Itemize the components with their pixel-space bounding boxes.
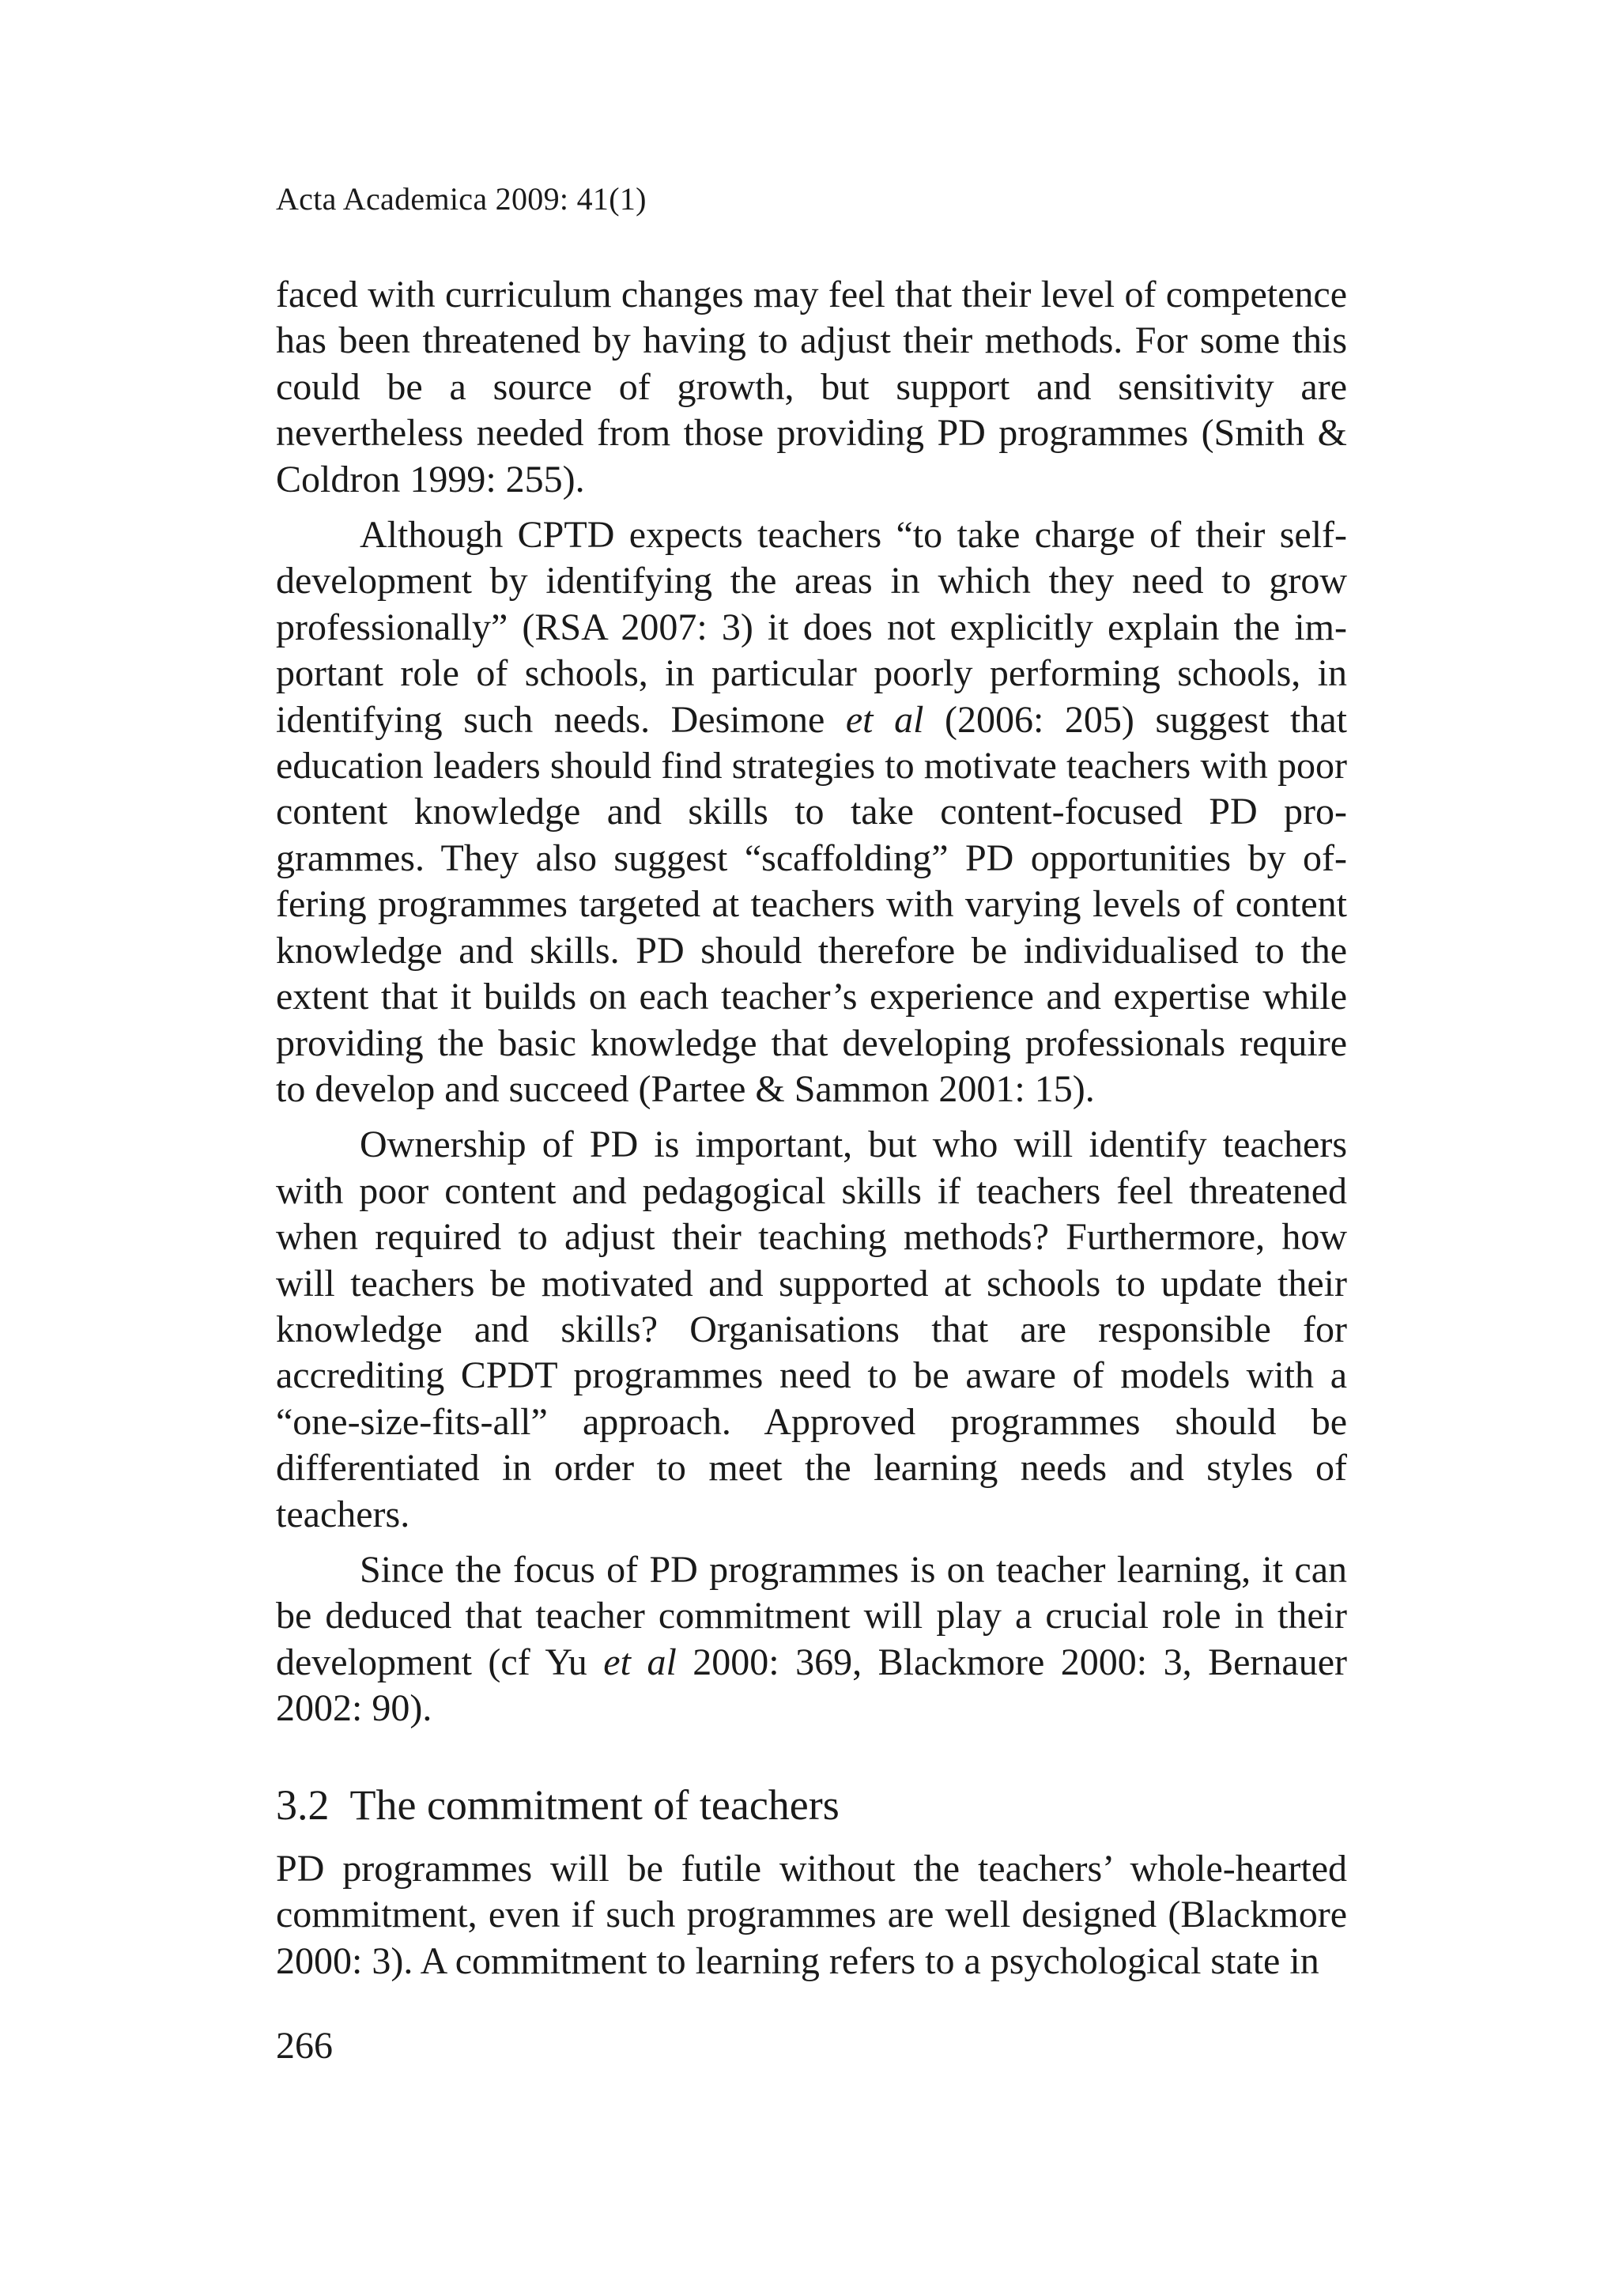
paragraph-2 [276,512,1347,1112]
running-head: Acta Academica 2009: 41(1) [276,181,647,217]
paragraph-2-et-al: et al [845,698,924,741]
paragraph-4-part-b: 2000: 369, Blackmore 2000: 3, Bernauer 2002: 90). [276,1641,1348,1730]
paragraph-4-part-a: Since the focus of PD programmes is on teacher learning, it can be deduced that teacher commitment will play a crucial role in their development (cf Yu [276,1548,1347,1683]
paragraph-3: Ownership of PD is important, but who will identify teachers with poor content and pedagogical skills if teachers feel threatened when required to adjust their teaching methods? Furthermore, how will teachers be motivated and supported at schools to update their knowledge and skills? Organisations that are responsible for accrediting CPDT programmes need to be aware of models with a “one-size-fits-all” approach. Approved programmes should be differentiated in order to meet the learning needs and styles of teachers. [276,1123,1347,1535]
section-heading [276,1782,1347,1829]
paragraph-4-et-al: et al [603,1641,677,1683]
section-number: 3.2 [276,1781,330,1829]
paragraph-1: faced with curriculum changes may feel that their level of competence has been threatened by having to adjust their methods. For some this could be a source of growth, but support and sensitivity are nevertheless needed from those providing PD programmes (Smith & Coldron 1999: 255). [276,274,1347,500]
section-title: The commitment of teachers [349,1781,840,1829]
page-number: 266 [276,2025,333,2067]
body-text [276,272,1347,1984]
paragraph-2-part-b: (2006: 205) suggest that education leaders should find strategies to motivate teachers with poor content knowledge and skills to take content-focused PD programmes. They also suggest “scaffolding” PD opportunities by offering programmes targeted at teachers with varying levels of content knowledge and skills. PD should therefore be individualised to the extent that it builds on each teacher’s experience and expertise while providing the basic knowledge that developing professionals require to develop and succeed (Partee & Sammon 2001: 15). [276,698,1347,1110]
paragraph-5: PD programmes will be futile without the teachers’ whole-hearted commitment, even if such programmes are well designed (Blackmore 2000: 3). A commitment to learning refers to a psychological state in [276,1847,1347,1982]
paragraph-4 [276,1547,1347,1732]
paragraph-2-part-a: Although CPTD expects teachers “to take charge of their self-development by identifying the areas in which they need to grow professionally” (RSA 2007: 3) it does not explicitly explain the important role of schools, in particular poorly performing schools, in identifying such needs. Desimone [276,514,1347,741]
